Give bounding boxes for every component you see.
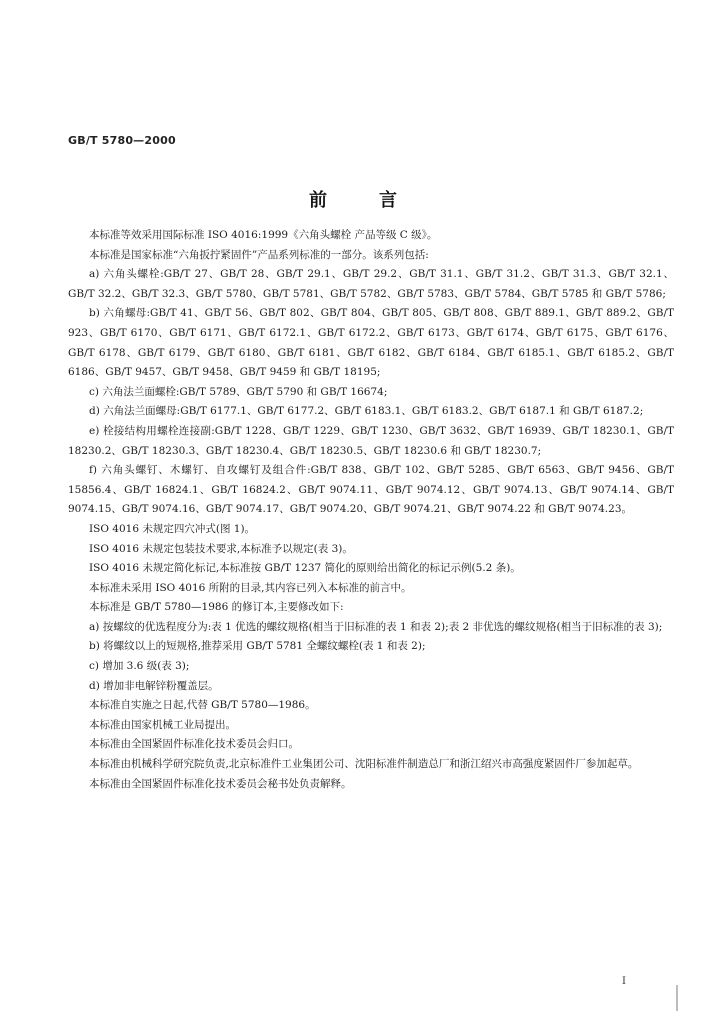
paragraph: 本标准是国家标准“六角扳拧紧固件”产品系列标准的一部分。该系列包括: [89, 248, 429, 261]
foreword-body [68, 226, 674, 794]
paragraph: 本标准等效采用国际标准 ISO 4016:1999《六角头螺栓 产品等级 C 级》。 [89, 229, 438, 241]
list-item: d) 六角法兰面螺母:GB/T 6177.1、GB/T 6177.2、GB/T 6183.1、GB/T 6183.2、GB/T 6187.1 和 GB/T 6187.2; [89, 405, 644, 418]
list-item: f) 六角头螺钉、木螺钉、自攻螺钉及组合件:GB/T 838、GB/T 102、GB/T 5285、GB/T 6563、GB/T 9456、GB/T 15856.4、GB/T 16824.1、GB/T 16824.2、GB/T 9074.11、GB/T 9074.12、GB/T 9074.13、GB/T 9074.14、GB/T 9074.15、GB/T 9074.16、GB/T 9074.17、GB/T 9074.20、GB/T 9074.21、GB/T 9074.22 和 GB/T 9074.23。 [68, 464, 674, 516]
list-item: b) 六角螺母:GB/T 41、GB/T 56、GB/T 802、GB/T 804、GB/T 805、GB/T 808、GB/T 889.1、GB/T 889.2、GB/T 923、GB/T 6170、GB/T 6171、GB/T 6172.1、GB/T 6172.2、GB/T 6173、GB/T 6174、GB/T 6175、GB/T 6176、GB/T 6178、GB/T 6179、GB/T 6180、GB/T 6181、GB/T 6182、GB/T 6184、GB/T 6185.1、GB/T 6185.2、GB/T 6186、GB/T 9457、GB/T 9458、GB/T 9459 和 GB/T 18195; [68, 307, 674, 379]
list-item: e) 栓接结构用螺栓连接副:GB/T 1228、GB/T 1229、GB/T 1230、GB/T 3632、GB/T 16939、GB/T 18230.1、GB/T 18230.2、GB/T 18230.3、GB/T 18230.4、GB/T 18230.5、GB/T 18230.6 和 GB/T 18230.7; [68, 424, 674, 457]
paragraph: 本标准是 GB/T 5780—1986 的修订本,主要修改如下: [89, 601, 344, 614]
paragraph: ISO 4016 未规定包装技术要求,本标准予以规定(表 3)。 [89, 542, 353, 555]
paragraph: 本标准由全国紧固件标准化技术委员会秘书处负责解释。 [89, 777, 352, 790]
paragraph: 本标准未采用 ISO 4016 所附的目录,其内容已列入本标准的前言中。 [89, 581, 412, 594]
paragraph: 本标准由机械科学研究院负责,北京标准件工业集团公司、沈阳标准件制造总厂和浙江绍兴市高强度紧固件厂参加起草。 [89, 758, 639, 771]
paragraph: 本标准由全国紧固件标准化技术委员会归口。 [89, 738, 299, 751]
paragraph: ISO 4016 未规定四穴冲式(图 1)。 [89, 522, 256, 535]
scan-edge-mark [676, 985, 678, 1011]
page-number: I [622, 976, 626, 987]
list-item: a) 六角头螺栓:GB/T 27、GB/T 28、GB/T 29.1、GB/T 29.2、GB/T 31.1、GB/T 31.2、GB/T 31.3、GB/T 32.1、GB/T 32.2、GB/T 32.3、GB/T 5780、GB/T 5781、GB/T 5782、GB/T 5783、GB/T 5784、GB/T 5785 和 GB/T 5786; [68, 268, 674, 300]
list-item: d) 增加非电解锌粉覆盖层。 [89, 679, 219, 692]
list-item: c) 六角法兰面螺栓:GB/T 5789、GB/T 5790 和 GB/T 16674; [89, 385, 388, 398]
list-item: a) 按螺纹的优选程度分为:表 1 优选的螺纹规格(相当于旧标准的表 1 和表 2);表 2 非优选的螺纹规格(相当于旧标准的表 3); [89, 620, 663, 633]
page-title: 前言 [309, 190, 449, 211]
list-item: c) 增加 3.6 级(表 3); [89, 660, 190, 673]
standard-code: GB/T 5780—2000 [68, 134, 176, 147]
paragraph: ISO 4016 未规定简化标记,本标准按 GB/T 1237 简化的原则给出简化的标记示例(5.2 条)。 [89, 562, 521, 575]
paragraph: 本标准由国家机械工业局提出。 [89, 718, 236, 731]
list-item: b) 将螺纹以上的短规格,推荐采用 GB/T 5781 全螺纹螺栓(表 1 和表 2); [89, 640, 426, 653]
paragraph: 本标准自实施之日起,代替 GB/T 5780—1986。 [89, 699, 316, 712]
